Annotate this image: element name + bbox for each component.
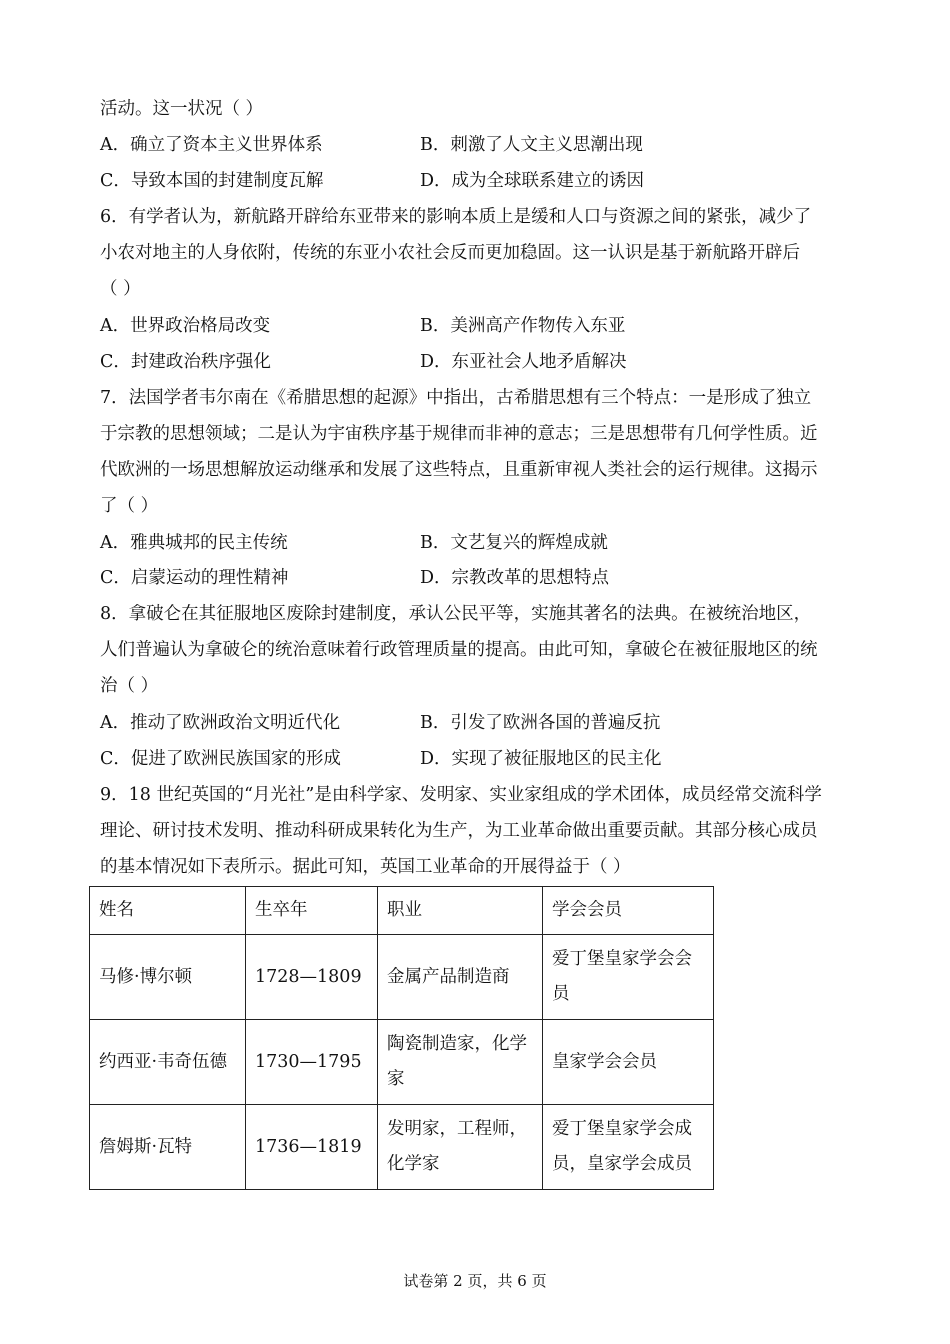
table-cell-years: 1736—1819 bbox=[246, 1105, 378, 1190]
q9-stem-line-2: 理论、研讨技术发明、推动科研成果转化为生产，为工业革命做出重要贡献。其部分核心成员 bbox=[100, 821, 818, 841]
q6-option-d[interactable]: D．东亚社会人地矛盾解决 bbox=[420, 352, 627, 372]
table-header-society: 学会会员 bbox=[543, 887, 714, 935]
q7-stem-line-3: 代欧洲的一场思想解放运动继承和发展了这些特点，且重新审视人类社会的运行规律。这揭示 bbox=[100, 460, 818, 480]
cell-line: 爱丁堡皇家学会成 bbox=[552, 1119, 692, 1139]
table-cell-name: 詹姆斯·瓦特 bbox=[90, 1105, 246, 1190]
q5-option-d[interactable]: D．成为全球联系建立的诱因 bbox=[420, 171, 645, 191]
q6-option-c[interactable]: C．封建政治秩序强化 bbox=[100, 352, 271, 372]
q8-stem-line-1: 8．拿破仑在其征服地区废除封建制度，承认公民平等，实施其著名的法典。在被统治地区， bbox=[100, 604, 812, 624]
page-footer: 试卷第 2 页，共 6 页 bbox=[403, 1272, 547, 1290]
q5-option-a[interactable]: A．确立了资本主义世界体系 bbox=[100, 135, 323, 155]
q6-option-b[interactable]: B．美洲高产作物传入东亚 bbox=[420, 316, 626, 336]
q6-stem-line-1: 6．有学者认为，新航路开辟给东亚带来的影响本质上是缓和人口与资源之间的紧张，减少了 bbox=[100, 207, 812, 227]
q6-stem-line-2: 小农对地主的人身依附，传统的东亚小农社会反而更加稳固。这一认识是基于新航路开辟后 bbox=[100, 243, 800, 263]
table-header-row bbox=[90, 887, 714, 935]
table-row bbox=[90, 935, 714, 1020]
q7-stem-line-1: 7．法国学者韦尔南在《希腊思想的起源》中指出，古希腊思想有三个特点：一是形成了独立 bbox=[100, 388, 812, 408]
table-cell-society bbox=[543, 1105, 714, 1190]
table-cell-job bbox=[378, 1105, 543, 1190]
table-header-job: 职业 bbox=[378, 887, 543, 935]
cell-line: 家 bbox=[387, 1069, 405, 1089]
cell-line: 员 bbox=[552, 984, 570, 1004]
q7-stem-line-2: 于宗教的思想领域；二是认为宇宙秩序基于规律而非神的意志；三是思想带有几何学性质。近 bbox=[100, 424, 818, 444]
q6-stem-line-3: （ ） bbox=[100, 279, 141, 299]
lunar-society-members-table bbox=[89, 886, 714, 1190]
q7-option-c[interactable]: C．启蒙运动的理性精神 bbox=[100, 568, 289, 588]
table-cell-years: 1728—1809 bbox=[246, 935, 378, 1020]
q8-option-d[interactable]: D．实现了被征服地区的民主化 bbox=[420, 749, 662, 769]
q8-option-a[interactable]: A．推动了欧洲政治文明近代化 bbox=[100, 713, 341, 733]
cell-line: 金属产品制造商 bbox=[387, 966, 510, 987]
table-header-name: 姓名 bbox=[90, 887, 246, 935]
q8-stem-line-2: 人们普遍认为拿破仑的统治意味着行政管理质量的提高。由此可知，拿破仑在被征服地区的统 bbox=[100, 640, 818, 660]
cell-line: 爱丁堡皇家学会会 bbox=[552, 949, 692, 969]
q7-option-a[interactable]: A．雅典城邦的民主传统 bbox=[100, 533, 288, 553]
cell-line: 化学家 bbox=[387, 1154, 440, 1174]
table-cell-name: 约西亚·韦奇伍德 bbox=[90, 1020, 246, 1105]
table-cell-job bbox=[378, 1020, 543, 1105]
table-header-years: 生卒年 bbox=[246, 887, 378, 935]
q5-option-c[interactable]: C．导致本国的封建制度瓦解 bbox=[100, 171, 324, 191]
q6-option-a[interactable]: A．世界政治格局改变 bbox=[100, 316, 271, 336]
q7-option-d[interactable]: D．宗教改革的思想特点 bbox=[420, 568, 610, 588]
table-cell-years: 1730—1795 bbox=[246, 1020, 378, 1105]
table-cell-job bbox=[378, 935, 543, 1020]
q5-stem-tail: 活动。这一状况（ ） bbox=[100, 99, 264, 119]
q7-stem-line-4: 了（ ） bbox=[100, 496, 159, 516]
table-cell-society bbox=[543, 1020, 714, 1105]
table-row bbox=[90, 1020, 714, 1105]
q9-stem-line-3: 的基本情况如下表所示。据此可知，英国工业革命的开展得益于（ ） bbox=[100, 857, 631, 877]
q8-option-c[interactable]: C．促进了欧洲民族国家的形成 bbox=[100, 749, 341, 769]
cell-line: 皇家学会会员 bbox=[552, 1051, 657, 1072]
table-row bbox=[90, 1105, 714, 1190]
table-cell-name: 马修·博尔顿 bbox=[90, 935, 246, 1020]
cell-line: 员，皇家学会成员 bbox=[552, 1154, 692, 1174]
cell-line: 陶瓷制造家，化学 bbox=[387, 1034, 527, 1054]
q5-option-b[interactable]: B．刺激了人文主义思潮出现 bbox=[420, 135, 643, 155]
cell-line: 发明家，工程师， bbox=[387, 1119, 527, 1139]
q8-stem-line-3: 治（ ） bbox=[100, 676, 159, 696]
q9-stem-line-1: 9．18 世纪英国的“月光社”是由科学家、发明家、实业家组成的学术团体，成员经常交流科学 bbox=[100, 785, 822, 805]
q7-option-b[interactable]: B．文艺复兴的辉煌成就 bbox=[420, 533, 608, 553]
table-cell-society bbox=[543, 935, 714, 1020]
q8-option-b[interactable]: B．引发了欧洲各国的普遍反抗 bbox=[420, 713, 661, 733]
